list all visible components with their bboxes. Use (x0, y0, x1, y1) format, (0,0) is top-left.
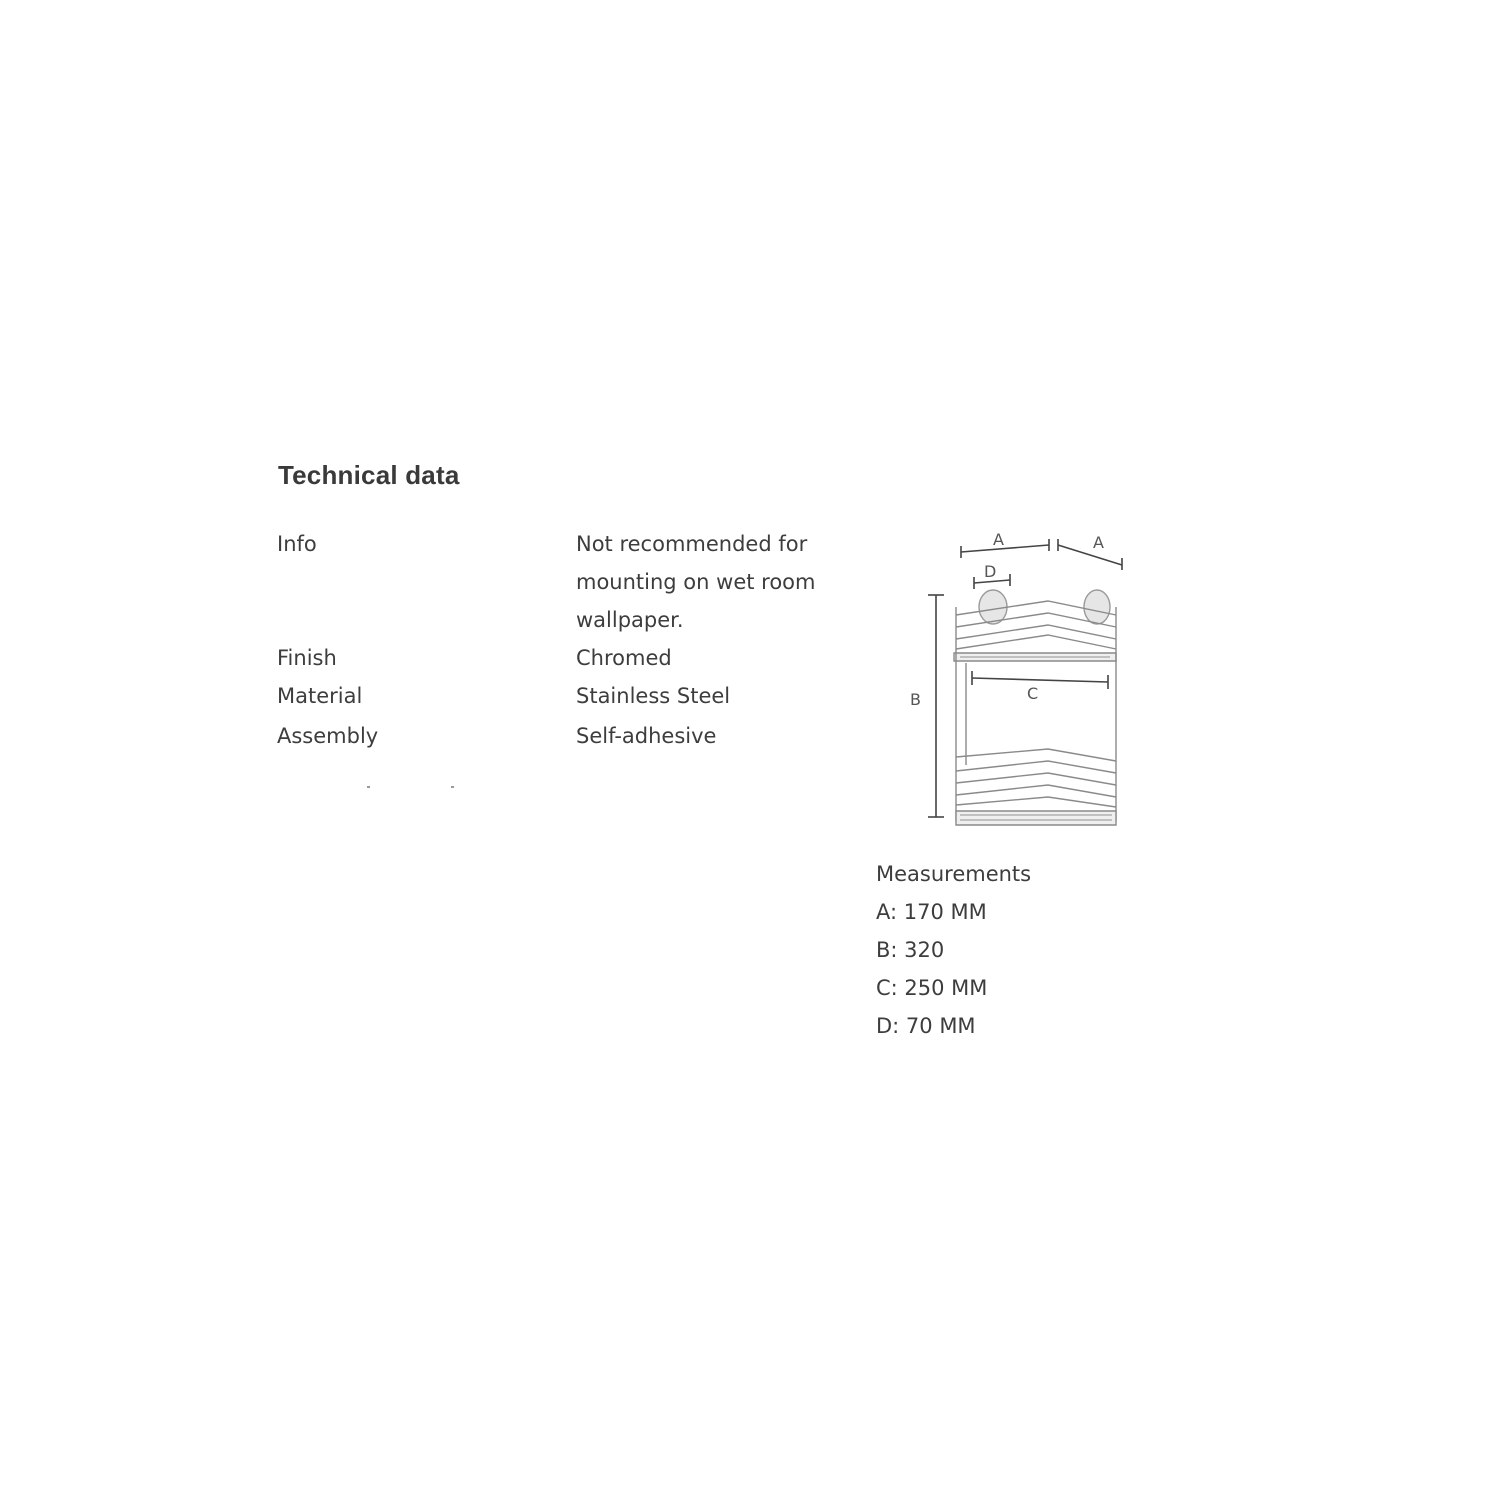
measurement-item: D: 70 MM (876, 1014, 976, 1038)
diagram-label-a: A (1093, 533, 1104, 552)
diagram-label-c: C (1027, 684, 1039, 703)
spec-value-material: Stainless Steel (576, 684, 731, 708)
spec-label-material: Material (277, 684, 363, 708)
measurements-list (876, 855, 1031, 1045)
diagram-label-a: A (993, 530, 1004, 549)
diagram-label-b: B (910, 690, 921, 709)
section-title: Technical data (278, 460, 460, 490)
spec-value-assembly: Self-adhesive (576, 724, 717, 748)
measurement-item: B: 320 (876, 938, 945, 962)
stray-mark (367, 786, 370, 788)
measurement-item: A: 170 MM (876, 900, 987, 924)
spec-label-finish: Finish (277, 646, 337, 670)
spec-value-finish: Chromed (576, 646, 672, 670)
corner-basket-dimension-diagram (900, 525, 1140, 845)
spec-value-info: Not recommended for mounting on wet room wallpaper. (576, 532, 816, 632)
measurement-item: C: 250 MM (876, 976, 988, 1000)
spec-label-info: Info (277, 532, 317, 556)
basket-wireframe (954, 590, 1116, 825)
spec-label-assembly: Assembly (277, 724, 379, 748)
stray-mark (451, 786, 454, 788)
measurements-heading: Measurements (876, 862, 1032, 886)
diagram-label-d: D (984, 562, 997, 581)
